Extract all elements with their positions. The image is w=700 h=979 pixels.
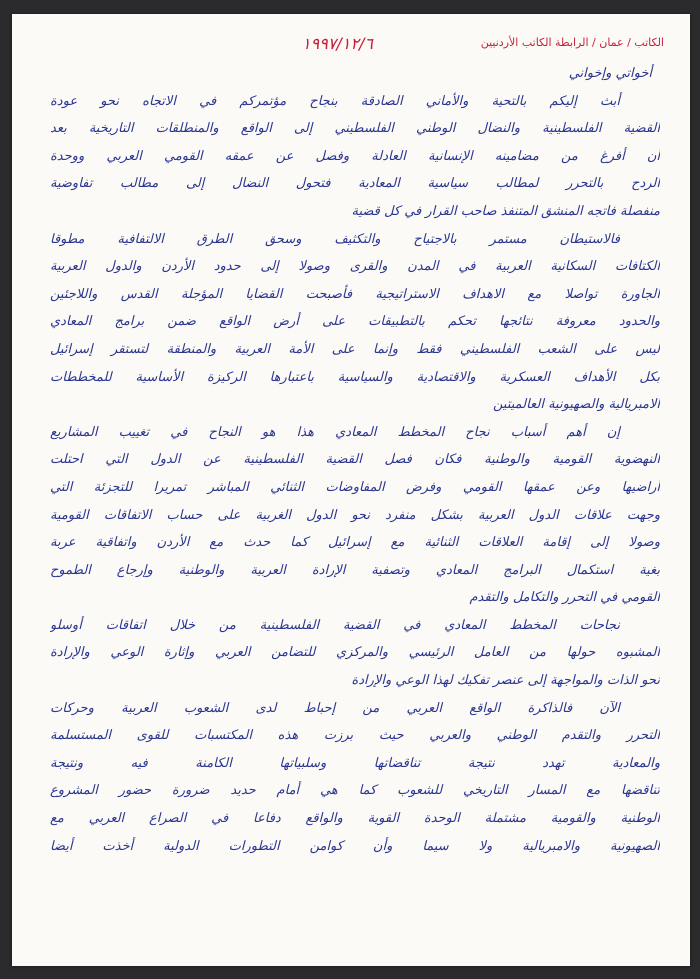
text-line: فالاستيطان مستمر بالاجتياح والتكثيف وسحق الطرق الالتفافية مطوقا [50, 231, 620, 247]
letter-recipient: الكاتب / عمان / الرابطة الكاتب الأردنيين [480, 36, 664, 49]
letter-date: ١٩٩٧/١٢/٦ [302, 34, 373, 53]
text-line: المشبوه حولها من العامل الرئيسي والمركزي للتضامن العربي وإثارة الوعي والإرادة [50, 645, 660, 661]
text-line: الآن فالذاكرة الواقع العربي من إحباط لدى الشعوب العربية وحركات [50, 700, 620, 716]
text-line: أبث إليكم بالتحية والأماني الصادقة بنجاح مؤتمركم في الاتجاه نحو عودة [50, 93, 620, 109]
text-line: أراضيها وعن عمقها القومي وفرض المفاوضات الثنائي المباشر تمريرا للتجزئة التي [50, 479, 660, 495]
text-line: وصولا إلى إقامة العلاقات الثنائية مع إسرائيل كما حدث مع الأردن واتفاقية عربة [50, 535, 660, 551]
text-line: أن أفرغ من مضامينه الإنسانية العادلة وفصل عن عمقه القومي العربي ووحدة [50, 148, 660, 164]
text-line: القومي في التحرر والتكامل والتقدم [469, 590, 660, 606]
letter-header [12, 34, 690, 58]
text-line: الجاورة تواصلا مع الاهداف الاستراتيجية فأصبحت القضايا المؤجلة القدس واللاجئين [50, 286, 660, 302]
text-line: بكل الأهداف العسكرية والاقتصادية والسياسية باعتبارها الركيزة الأساسية للمخططات [50, 369, 660, 385]
text-line: القضية الفلسطينية والنضال الوطني الفلسطيني إلى الواقع والمنطلقات التاريخية بعد [50, 121, 660, 137]
salutation: أخواتي وإخواني [568, 66, 652, 81]
letter-page [12, 14, 690, 966]
text-line: الصهيونية والامبريالية ولا سيما وأن كوامن التطورات الدولية أخذت أيضا [50, 838, 660, 854]
text-line: إن أهم أسباب نجاح المخطط المعادي هذا هو النجاح في تغييب المشاريع [50, 424, 620, 440]
text-line: بغية استكمال البرامج المعادي وتصفية الإرادة العربية والوطنية وإرجاع الطموح [50, 562, 660, 578]
text-line: وجهت علاقات الدول العربية بشكل منفرد نحو الدول الغربية على حساب الاتفاقات القومية [50, 507, 660, 523]
text-line: نجاحات المخطط المعادي في القضية الفلسطينية من خلال اتفاقات أوسلو [50, 617, 620, 633]
text-line: الامبريالية والصهيونية العالميتين [493, 397, 660, 413]
text-line: والحدود معروفة نتائجها تحكم بالتطبيقات على أرض الواقع ضمن برامج المعادي [50, 314, 660, 330]
text-line: نحو الذات والمواجهة إلى عنصر تفكيك لهذا الوعي والإرادة [351, 673, 660, 689]
text-line: منفصلة فاتجه المنشق المتنفذ صاحب القرار في كل قضية [351, 203, 660, 219]
text-line: والمعادية تهدد نتيجة تناقضاتها وسلبياتها الكامنة فيه ونتيجة [50, 755, 660, 771]
text-line: النهضوية القومية والوطنية فكان فصل القضية الفلسطينية عن الدول التي احتلت [50, 452, 660, 468]
text-line: التحرر والتقدم الوطني والعربي حيث برزت هذه المكتسبات للقوى المستسلمة [50, 728, 660, 744]
text-line: ليس على الشعب الفلسطيني فقط وإنما على الأمة العربية والمنطقة لتستقر إسرائيل [50, 341, 660, 357]
text-line: الكتافات السكانية العربية في المدن والقرى وصولا إلى حدود الأردن والدول العربية [50, 259, 660, 275]
text-line: الوطنية والقومية مشتملة الوحدة القوية والواقع دفاعا في الصراع العربي مع [50, 811, 660, 827]
letter-body [50, 60, 660, 956]
text-line: تناقضها مع المسار التاريخي للشعوب كما هي أمام حديد ضرورة حضور المشروع [50, 783, 660, 799]
text-line: الردح بالتحرر لمطالب سياسية المعادية فتحول النضال إلى مطالب تفاوضية [50, 176, 660, 192]
